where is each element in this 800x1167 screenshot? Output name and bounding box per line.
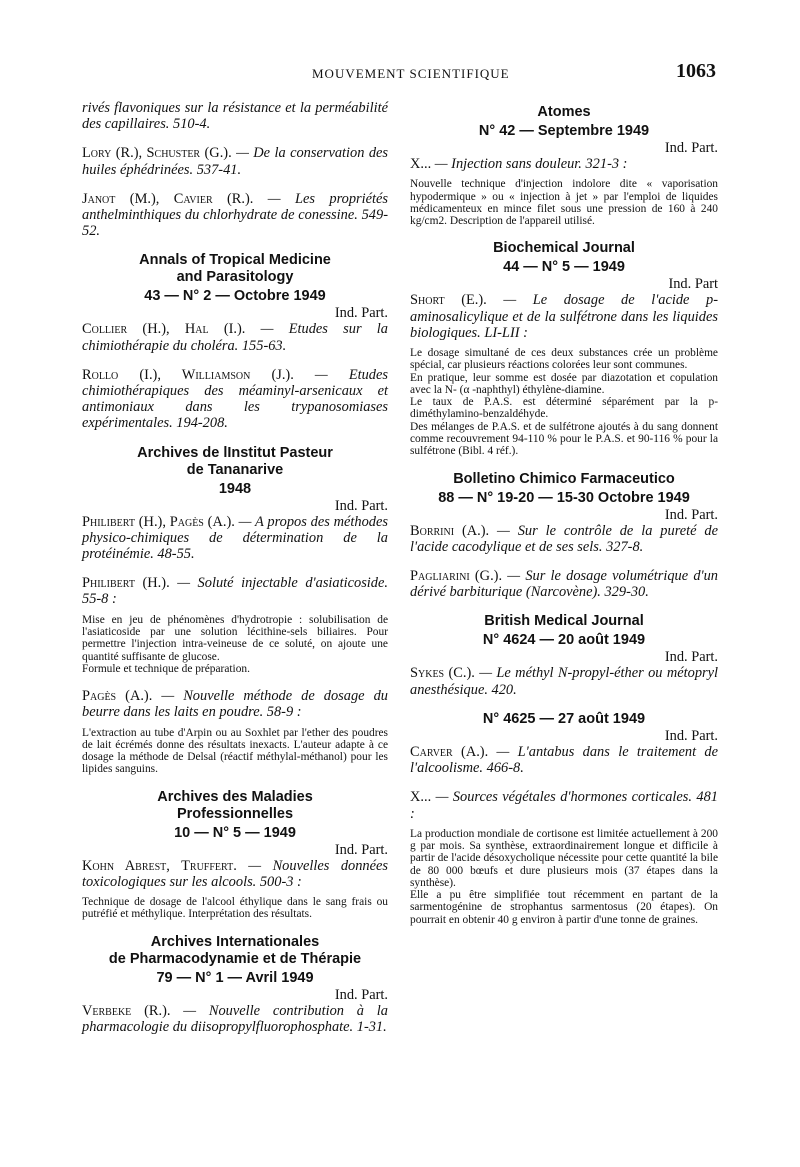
entry-title: — A propos des méthodes physico-chimiques de détermination de la protéinémie. 48-55. bbox=[82, 513, 388, 563]
abstract-paragraph: Nouvelle technique d'injection indolore dite « vaporisation hypodermique » ou « injection à jet » par l'emploi de liquides médicamenteux en mince filet sous une pression de 160 à 240 kg/cm2. Description de l'appareil utilisé. bbox=[410, 178, 718, 228]
journal-issue: N° 4625 — 27 août 1949 bbox=[482, 710, 646, 727]
abstract-paragraph: Le dosage simultané de ces deux substances crée un problème spécial, car plusieurs réactions colorées leur sont communes. bbox=[410, 347, 718, 372]
bibliography-entry bbox=[410, 568, 718, 600]
journal-issue: 44 — N° 5 — 1949 bbox=[503, 259, 625, 276]
journal-name-line: Annals of Tropical Medicine bbox=[139, 252, 331, 269]
entry-citation bbox=[82, 858, 388, 890]
entry-author: Short (E.). bbox=[410, 292, 487, 309]
page-number: 1063 bbox=[676, 60, 716, 82]
entry-abstract bbox=[410, 347, 718, 458]
bibliography-entry bbox=[410, 789, 718, 926]
bibliography-entry bbox=[410, 665, 718, 697]
bibliography-entry bbox=[410, 523, 718, 555]
entry-author: Borrini (A.). bbox=[410, 522, 490, 539]
entry-title: — Nouvelle contribution à la pharmacologie du diisopropylfluorophosphate. 1-31. bbox=[82, 1002, 388, 1035]
entry-title: — Soluté injectable d'asiaticoside. 55-8 : bbox=[82, 575, 388, 608]
entry-author: X... bbox=[410, 156, 432, 172]
entry-citation bbox=[410, 665, 718, 697]
entry-title: — Nouvelles données toxicologiques sur les alcools. 500-3 : bbox=[82, 857, 388, 890]
journal-name-line: Bolletino Chimico Farmaceutico bbox=[453, 470, 675, 487]
entry-title: — De la conservation des huiles éphédrinées. 537-41. bbox=[82, 145, 388, 178]
journal-issue: N° 42 — Septembre 1949 bbox=[478, 123, 650, 139]
entry-title: — Sur le contrôle de la pureté de l'acide cacodylique et de ses sels. 327-8. bbox=[410, 522, 719, 555]
ind-part-label: Ind. Part. bbox=[334, 986, 388, 1003]
entry-citation bbox=[82, 191, 388, 240]
journal-title bbox=[82, 789, 388, 823]
entry-citation bbox=[82, 321, 388, 353]
entry-author: Janot (M.), Cavier (R.). bbox=[82, 190, 254, 207]
bibliography-entry bbox=[410, 156, 718, 227]
entry-citation bbox=[410, 789, 718, 821]
bibliography-entry bbox=[410, 744, 718, 776]
entry-title: — Etudes chimiothérapiques des méaminyl-arsenicaux et antimoniaux dans les trypanosomiases expérimentales. 194-208. bbox=[82, 366, 388, 432]
entry-title: — L'antabus dans le traitement de l'alcoolisme. 466-8. bbox=[410, 743, 718, 777]
ind-part-label: Ind. Part. bbox=[664, 140, 718, 156]
entry-citation bbox=[82, 1003, 388, 1035]
journal-title bbox=[410, 613, 718, 630]
journal-name-line: Professionnelles bbox=[176, 805, 294, 822]
journal-issue: 1948 bbox=[218, 480, 252, 497]
journal-title bbox=[82, 445, 388, 479]
journal-name-line: de Tananarive bbox=[186, 461, 284, 478]
entry-citation bbox=[82, 575, 388, 607]
entry-citation bbox=[82, 367, 388, 432]
bibliography-entry bbox=[82, 191, 388, 240]
entry-citation bbox=[82, 145, 388, 177]
entry-author: Rollo (I.), Williamson (J.). bbox=[82, 366, 294, 383]
bibliography-entry bbox=[82, 321, 388, 353]
entry-citation bbox=[410, 292, 718, 341]
entry-title: — Sur le dosage volumétrique d'un dérivé barbiturique (Narcovène). 329-30. bbox=[410, 568, 718, 601]
bibliography-entry bbox=[82, 367, 388, 432]
journal-title bbox=[410, 471, 718, 488]
journal-issue: 79 — N° 1 — Avril 1949 bbox=[156, 969, 314, 986]
entry-title: — Le méthyl N-propyl-éther ou métopryl anesthésique. 420. bbox=[410, 665, 718, 698]
entry-author: X... bbox=[410, 789, 432, 806]
entry-citation bbox=[82, 688, 388, 720]
journal-title bbox=[82, 934, 388, 968]
ind-part-label: Ind. Part. bbox=[334, 305, 388, 322]
entry-title: — Injection sans douleur. 321-3 : bbox=[431, 156, 628, 172]
page-header bbox=[0, 60, 800, 88]
journal-name-line: de Pharmacodynamie et de Thérapie bbox=[108, 950, 362, 967]
entry-abstract bbox=[82, 727, 388, 776]
running-title: MOUVEMENT SCIENTIFIQUE bbox=[312, 66, 510, 81]
entry-abstract bbox=[410, 828, 718, 926]
ind-part-label: Ind. Part. bbox=[664, 649, 718, 666]
entry-citation bbox=[82, 514, 388, 563]
abstract-paragraph: La production mondiale de cortisone est limitée actuellement à 200 g par mois. Sa synthèse, extraordinairement longue et difficile à partir de l'acide désoxycholique nécessite pour cette quantité la bile de 80 000 bœufs et dure plusieurs mois (37 étapes dans la synthèse). bbox=[410, 827, 718, 889]
left-column bbox=[82, 100, 388, 1048]
journal-name-line: Archives de lInstitut Pasteur bbox=[137, 444, 333, 461]
abstract-paragraph: Formule et technique de préparation. bbox=[82, 662, 250, 675]
ind-part-label: Ind. Part. bbox=[334, 841, 388, 858]
bibliography-entry bbox=[82, 858, 388, 921]
entry-abstract bbox=[410, 178, 718, 227]
ind-part-label: Ind. Part. bbox=[334, 497, 388, 514]
entry-author: Pagès (A.). bbox=[82, 688, 153, 705]
bibliography-entry bbox=[82, 575, 388, 675]
journal-issue: N° 4624 — 20 août 1949 bbox=[482, 632, 646, 649]
journal-name-line: British Medical Journal bbox=[484, 613, 644, 630]
abstract-paragraph: En pratique, leur somme est dosée par diazotation et copulation avec la N- (α -naphthyl) éthylène-diamine. bbox=[410, 371, 718, 396]
right-column bbox=[410, 100, 718, 939]
entry-title: — Sources végétales d'hormones corticales. 481 : bbox=[410, 789, 718, 822]
abstract-paragraph: Technique de dosage de l'alcool éthylique dans le sang frais ou putréfié et méthylique. Interprétation des résultats. bbox=[82, 896, 388, 921]
journal-name-line: Atomes bbox=[537, 104, 591, 120]
entry-author: Carver (A.). bbox=[410, 743, 489, 760]
ind-part-label: Ind. Part. bbox=[664, 727, 718, 744]
entry-author: Philibert (H.). bbox=[82, 575, 170, 592]
abstract-paragraph: L'extraction au tube d'Arpin ou au Soxhlet par l'ether des poudres de lait écrémés donne des résultats inexacts. L'auteur adapte à ce dosage la méthode de Delsal (réactif méthylal-méthanol) pour les lipides sanguins. bbox=[82, 726, 388, 776]
abstract-paragraph: Des mélanges de P.A.S. et de sulfétrone ajoutés à du sang donnent comme recouvrement 94-110 % pour le P.A.S. et 90-116 % pour la sulfétrone (Bibl. 4 réf.). bbox=[410, 420, 718, 458]
entry-continuation bbox=[82, 100, 388, 132]
journal-issue: 88 — N° 19-20 — 15-30 Octobre 1949 bbox=[438, 489, 690, 506]
journal-title bbox=[82, 252, 388, 286]
entry-author: Sykes (C.). bbox=[410, 665, 475, 682]
journal-title bbox=[410, 104, 718, 121]
bibliography-entry bbox=[82, 514, 388, 563]
entry-title: — Etudes sur la chimiothérapie du choléra. 155-63. bbox=[82, 321, 389, 354]
entry-citation bbox=[410, 523, 718, 555]
entry-author: Pagliarini (G.). bbox=[410, 568, 503, 585]
bibliography-entry bbox=[410, 292, 718, 457]
bibliography-entry bbox=[82, 145, 388, 177]
journal-title bbox=[410, 240, 718, 257]
entry-text: rivés flavoniques sur la résistance et la perméabilité des capillaires. 510-4. bbox=[82, 100, 388, 133]
journal-name-line: Archives Internationales bbox=[150, 933, 320, 950]
entry-title: — Nouvelle méthode de dosage du beurre dans les laits en poudre. 58-9 : bbox=[82, 688, 388, 721]
entry-author: Collier (H.), Hal (I.). bbox=[82, 321, 246, 338]
entry-citation bbox=[410, 156, 718, 172]
journal-issue: 10 — N° 5 — 1949 bbox=[174, 824, 296, 841]
entry-abstract bbox=[82, 614, 388, 675]
ind-part-label: Ind. Part. bbox=[664, 506, 718, 523]
entry-citation bbox=[410, 744, 718, 776]
journal-issue: 43 — N° 2 — Octobre 1949 bbox=[144, 288, 326, 305]
journal-name-line: Biochemical Journal bbox=[493, 240, 635, 257]
entry-abstract bbox=[82, 896, 388, 921]
bibliography-entry bbox=[82, 688, 388, 776]
abstract-paragraph: Le taux de P.A.S. est déterminé séparément par la p-diméthylamino-benzaldéhyde. bbox=[410, 396, 718, 421]
entry-author: Verbeke (R.). bbox=[82, 1002, 171, 1019]
entry-title: — Le dosage de l'acide p-aminosalicylique et de la sulfétrone dans les liquides biologiques. LI-LII : bbox=[410, 292, 718, 341]
abstract-paragraph: Mise en jeu de phénomènes d'hydrotropie : solubilisation de l'asiaticoside par une solution lécithine-sels biliaires. Pour permettre l'injection intra-veineuse de ce soluté, on ajoute une quantité suffisante de glucose. bbox=[82, 613, 388, 663]
ind-part-label: Ind. Part bbox=[668, 276, 718, 293]
bibliography-entry bbox=[82, 1003, 388, 1035]
journal-name-line: Archives des Maladies bbox=[157, 788, 313, 805]
abstract-paragraph: Elle a pu être simplifiée tout récemment en partant de la sarmentogénine de strophantus sarmentosus (20 étapes). On pourrait en obtenir 40 g environ à partir d'une tonne de graines. bbox=[410, 889, 718, 926]
entry-author: Philibert (H.), Pagès (A.). bbox=[82, 513, 235, 530]
entry-author: Lory (R.), Schuster (G.). bbox=[82, 145, 232, 162]
entry-title: — Les propriétés anthelminthiques du chlorhydrate de conessine. 549-52. bbox=[82, 190, 388, 240]
entry-citation bbox=[410, 568, 718, 600]
entry-author: Kohn Abrest, Truffert. bbox=[82, 857, 237, 874]
journal-name-line: and Parasitology bbox=[176, 269, 294, 286]
